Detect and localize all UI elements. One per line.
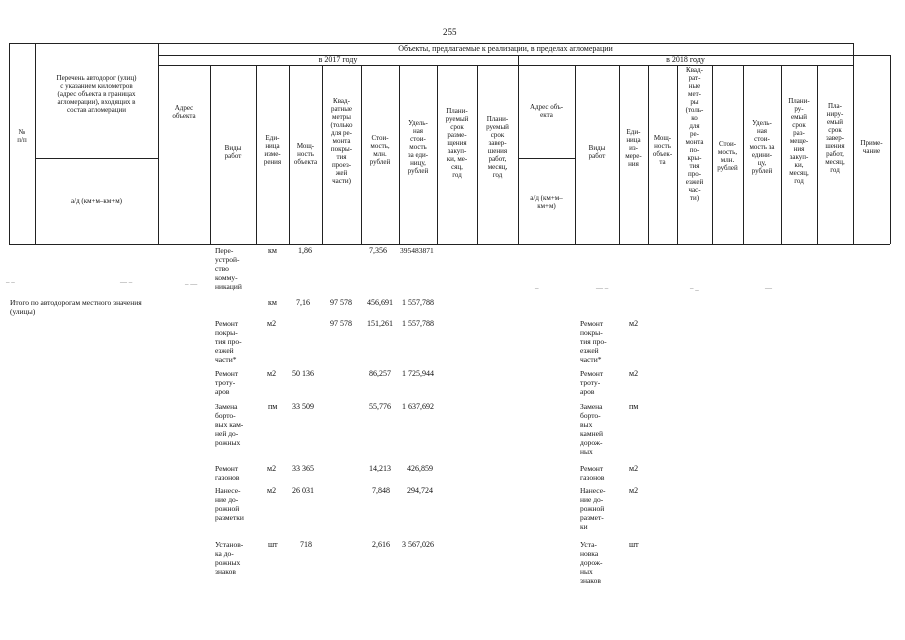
row-unit: пм (268, 402, 278, 411)
row-unit-cost: 1 637,692 (402, 402, 434, 411)
header-plan-done: Плани- руемый срок завер- шения работ, месяц, год (486, 115, 509, 179)
row-power: 33 365 (292, 464, 314, 473)
row-unit-cost: 426,859 (407, 464, 433, 473)
scan-mark: _ (535, 282, 539, 290)
row-unit-2018: м2 (629, 464, 639, 473)
header-addr-2017: Адрес объекта (172, 104, 196, 120)
row-unit-cost: 294,724 (407, 486, 433, 495)
row-power: 718 (300, 540, 312, 549)
row-unit-cost: 1 557,788 (402, 319, 434, 328)
header-power-2018: Мощ- ность объек- та (652, 134, 673, 166)
row-unit-2018: пм (629, 402, 639, 411)
row-unit-2018: м2 (629, 319, 639, 328)
header-top-group: Объекты, предлагаемые к реализации, в пределах агломерации (398, 44, 613, 53)
row-power: 33 509 (292, 402, 314, 411)
row-cost: 55,776 (369, 402, 391, 411)
scan-mark: – — (185, 280, 198, 288)
row-cost: 14,213 (369, 464, 391, 473)
header-road-sub: а/д (км+м–км+м) (71, 197, 122, 205)
row-cost: 86,257 (369, 369, 391, 378)
header-unit-cost: Удель- ная стои- мость за еди- ницу, рублей (407, 119, 429, 175)
row-unit: м2 (267, 464, 277, 473)
header-unit-2018: Еди- ница из- мере- ния (625, 128, 642, 168)
header-sqm: Квад- ратные метры (только для ре- монта покры- тия проез- жей части) (330, 97, 353, 185)
header-plan-proc: Плани- руемый срок разме- щения закуп- ки, ме- сяц, год (445, 107, 469, 179)
row-work-2018: Уста- новка дорож- ных знаков (580, 540, 603, 585)
row-work-2018: Замена борто- вых камней дорож- ных (580, 402, 603, 456)
scan-mark: — – (596, 284, 609, 292)
row-unit: м2 (267, 369, 277, 378)
row-sqm: 97 578 (330, 298, 352, 307)
row-power: 50 136 (292, 369, 314, 378)
header-plan-proc-2018: Плани- ру- емый срок раз- меще- ния закуп- ки, месяц, год (788, 97, 810, 185)
row-unit-cost: 1 725,944 (402, 369, 434, 378)
header-addr-2018: Адрес объ- екта (529, 103, 564, 119)
header-unit: Еди- ница изме- рения (263, 134, 282, 166)
scan-mark: _ _ (6, 276, 15, 284)
row-unit-2018: шт (629, 540, 639, 549)
header-work-type: Виды работ (224, 144, 242, 160)
row-unit: м2 (267, 319, 277, 328)
row-unit-cost: 395483871 (400, 246, 434, 255)
row-work: Ремонт троту- аров (215, 369, 239, 396)
header-year-2018: в 2018 году (666, 55, 705, 64)
row-work-2018: Ремонт покры- тия про- езжей части* (580, 319, 607, 364)
row-work: Нанесе- ние до- рожной разметки (215, 486, 244, 522)
row-unit: шт (268, 540, 278, 549)
scan-mark: — – (120, 278, 133, 286)
row-power: 26 031 (292, 486, 314, 495)
row-unit-cost: 1 557,788 (402, 298, 434, 307)
header-road-list: Перечень автодорог (улиц) с указанием километров (адрес объекта в границах агломерации), входящих в состав агломерации (56, 74, 137, 114)
scan-mark: — (765, 284, 772, 292)
header-power: Мощ- ность объекта (293, 142, 318, 166)
header-unit-cost-2018: Удель- ная стои- мость за едини- цу, рублей (749, 119, 775, 175)
row-unit: м2 (267, 486, 277, 495)
row-cost: 7,356 (369, 246, 387, 255)
header-plan-done-2018: Пла- ниру- емый срок завер- шения работ, месяц, год (825, 102, 845, 174)
row-work-2018: Ремонт троту- аров (580, 369, 604, 396)
row-sqm: 97 578 (330, 319, 352, 328)
header-sqm-2018: Квад- рат- ные мет- ры (толь- ко для ре- монта по- кры- тия про- езжей час- ти) (685, 66, 704, 202)
row-cost: 456,691 (367, 298, 393, 307)
row-unit-2018: м2 (629, 486, 639, 495)
row-power: 7,16 (296, 298, 310, 307)
header-note: Приме- чание (860, 139, 883, 155)
header-year-2017: в 2017 году (318, 55, 358, 64)
header-addr-2018-sub: а/д (км+м– км+м) (530, 194, 563, 210)
row-cost: 2,616 (372, 540, 390, 549)
row-work: Установ- ка до- рожных знаков (215, 540, 244, 576)
row-unit: км (268, 246, 277, 255)
header-work-type-2018: Виды работ (588, 144, 606, 160)
row-work-2018: Нанесе- ние до- рожной размет- ки (580, 486, 606, 531)
row-unit: км (268, 298, 277, 307)
row-work: Ремонт газонов (215, 464, 240, 482)
row-power: 1,86 (298, 246, 312, 255)
header-cost-2018: Стои- мость, млн. рублей (717, 140, 738, 172)
row-work-2018: Ремонт газонов (580, 464, 605, 482)
row-work: Пере- устрой- ство комму- никаций (215, 246, 242, 291)
scan-mark: – _ (690, 284, 699, 292)
row-unit-2018: м2 (629, 369, 639, 378)
row-label: Итого по автодорогам местного значения (улицы) (10, 298, 142, 316)
row-unit-cost: 3 567,026 (402, 540, 434, 549)
row-cost: 7,848 (372, 486, 390, 495)
page-number: 255 (443, 27, 457, 37)
row-work: Замена борто- вых кам- ней до- рожных (215, 402, 244, 447)
row-work: Ремонт покры- тия про- езжей части* (215, 319, 242, 364)
row-cost: 151,261 (367, 319, 393, 328)
header-num: № п/п (17, 128, 27, 144)
header-cost: Стои- мость, млн. рублей (369, 134, 391, 166)
